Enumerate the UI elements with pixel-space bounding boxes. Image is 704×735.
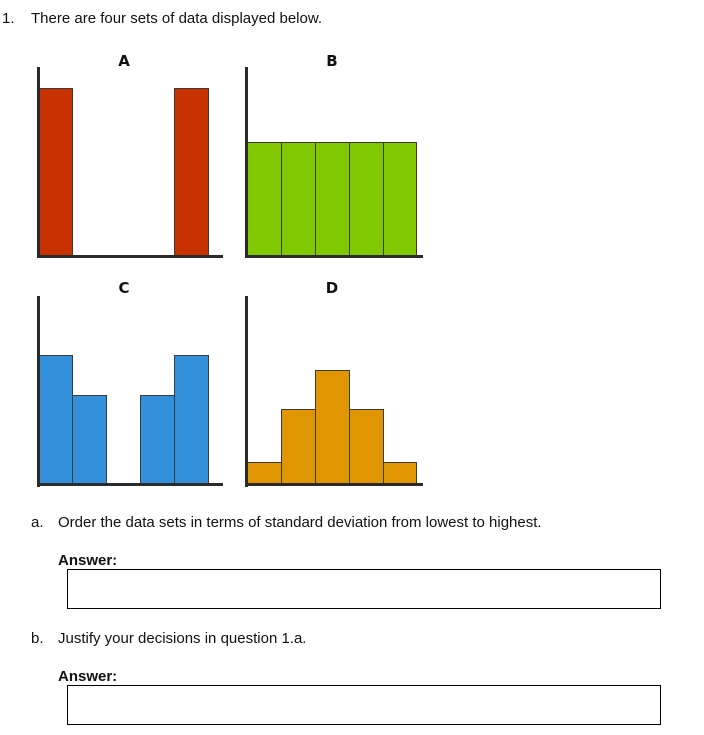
answer-a-input[interactable] bbox=[67, 569, 661, 609]
chart-title-b: B bbox=[326, 52, 338, 70]
chart-a-x-axis bbox=[37, 255, 223, 258]
chart-b-bar-2 bbox=[281, 142, 316, 256]
answer-a-label: Answer: bbox=[58, 552, 118, 569]
chart-d-bar-2 bbox=[281, 409, 316, 485]
chart-d-bar-4 bbox=[349, 409, 384, 485]
chart-a-bar-1 bbox=[39, 88, 73, 256]
answer-b-label: Answer: bbox=[58, 668, 118, 685]
chart-c-bar-2 bbox=[72, 395, 107, 485]
chart-b-bar-1 bbox=[247, 142, 282, 256]
chart-d-y-axis bbox=[245, 296, 248, 487]
subquestion-b-letter: b. bbox=[31, 630, 44, 647]
subquestion-a-letter: a. bbox=[31, 514, 44, 531]
chart-d-bar-3 bbox=[315, 370, 350, 485]
subquestion-b-text: Justify your decisions in question 1.a. bbox=[58, 630, 307, 647]
chart-c-y-axis bbox=[37, 296, 40, 487]
subquestion-a-text: Order the data sets in terms of standard deviation from lowest to highest. bbox=[58, 514, 542, 531]
chart-b-bar-4 bbox=[349, 142, 384, 256]
chart-title-c: C bbox=[118, 279, 130, 297]
chart-c-bar-1 bbox=[39, 355, 73, 485]
chart-title-d: D bbox=[325, 279, 339, 297]
chart-title-a: A bbox=[118, 52, 130, 70]
chart-d-x-axis bbox=[245, 483, 423, 486]
question-number: 1. bbox=[2, 10, 15, 27]
chart-a-y-axis bbox=[37, 67, 40, 258]
chart-b-bar-3 bbox=[315, 142, 350, 256]
chart-c-bar-5 bbox=[174, 355, 209, 485]
chart-d-bar-5 bbox=[383, 462, 417, 485]
chart-d-bar-1 bbox=[247, 462, 282, 485]
chart-a-bar-5 bbox=[174, 88, 209, 256]
chart-c-bar-4 bbox=[140, 395, 175, 485]
question-text: There are four sets of data displayed below. bbox=[31, 10, 323, 27]
chart-b-x-axis bbox=[245, 255, 423, 258]
chart-b-y-axis bbox=[245, 67, 248, 258]
chart-b-bar-5 bbox=[383, 142, 417, 256]
answer-b-input[interactable] bbox=[67, 685, 661, 725]
chart-c-x-axis bbox=[37, 483, 223, 486]
